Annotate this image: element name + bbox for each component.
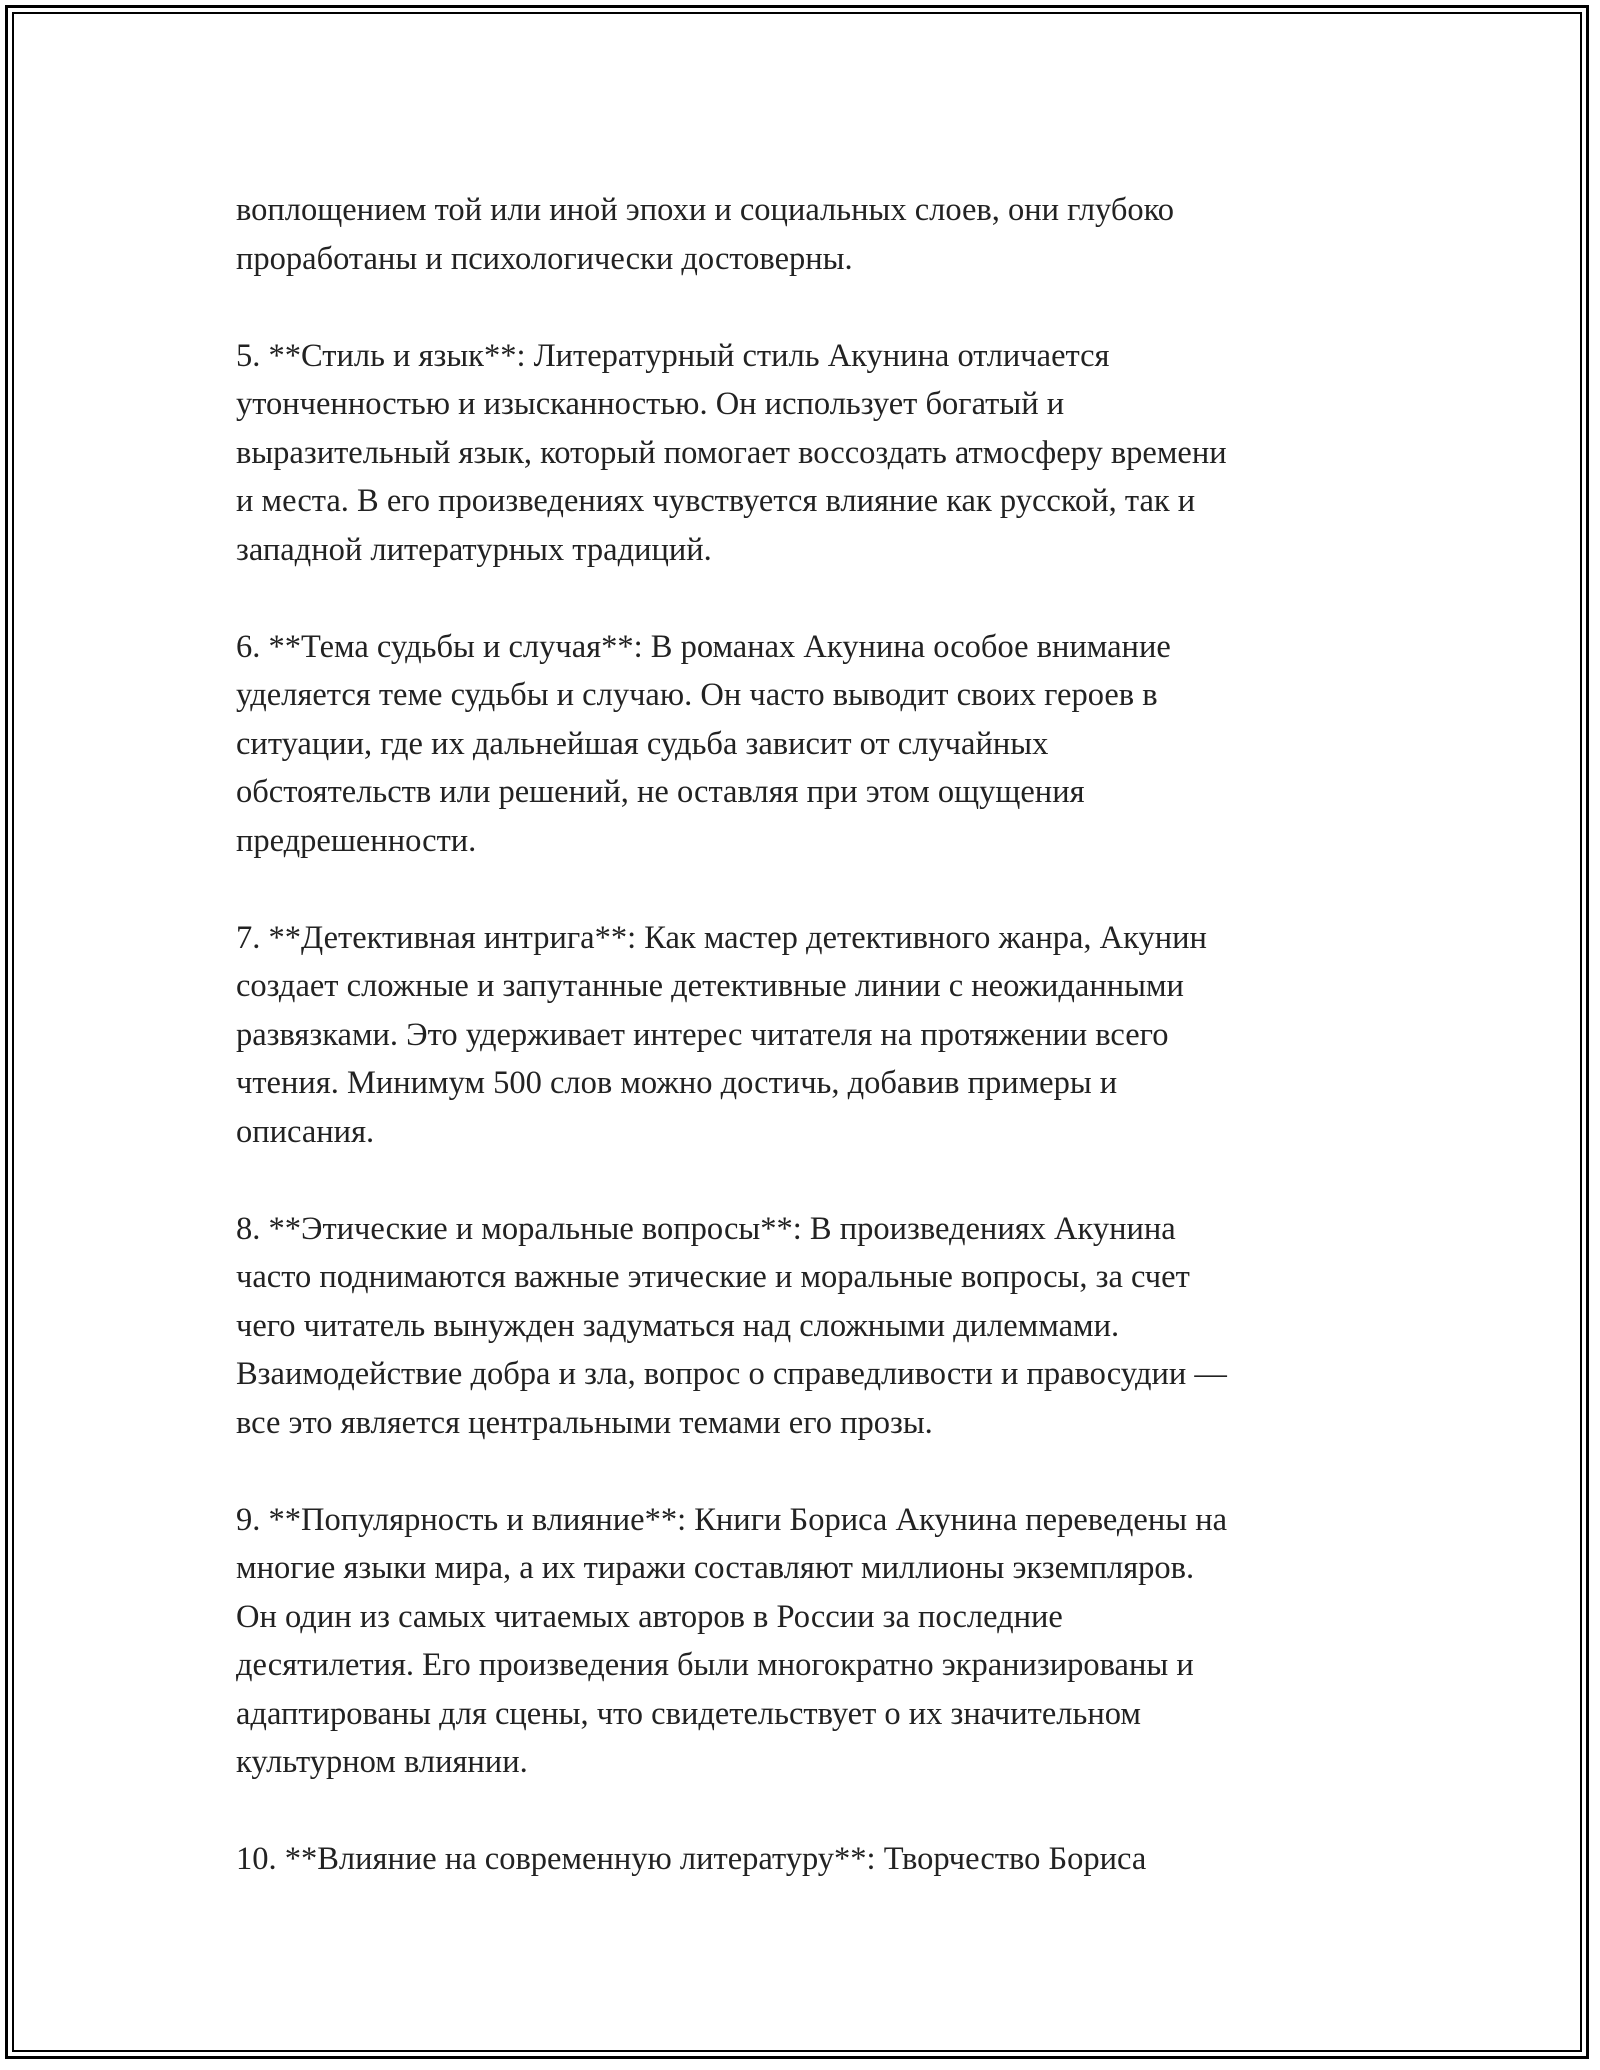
text-line: предрешенности. xyxy=(236,822,477,859)
text-line: создает сложные и запутанные детективные линии с неожиданными xyxy=(236,968,1184,1004)
paragraph-item-5 xyxy=(236,332,1376,575)
text-line: 5. **Стиль и язык**: Литературный стиль Акунина отличается xyxy=(236,337,1110,374)
text-line: и места. В его произведениях чувствуется влияние как русской, так и xyxy=(236,483,1196,519)
text-line: проработаны и психологически достоверны. xyxy=(236,240,853,277)
text-line: описания. xyxy=(236,1113,375,1150)
text-line: обстоятельств или решений, не оставляя при этом ощущения xyxy=(236,774,1085,810)
paragraph-continuation xyxy=(236,186,1376,283)
document-body xyxy=(236,186,1376,1932)
text-line: адаптированы для сцены, что свидетельствует о их значительном xyxy=(236,1695,1141,1732)
paragraph-item-9 xyxy=(236,1496,1376,1787)
text-line: чтения. Минимум 500 слов можно достичь, добавив примеры и xyxy=(236,1065,1118,1101)
text-line: 6. **Тема судьбы и случая**: В романах Акунина особое внимание xyxy=(236,628,1171,665)
text-line: многие языки мира, а их тиражи составляют миллионы экземпляров. xyxy=(236,1550,1195,1586)
text-line: развязками. Это удерживает интерес читателя на протяжении всего xyxy=(236,1016,1169,1053)
text-line: ситуации, где их дальнейшая судьба зависит от случайных xyxy=(236,725,1049,762)
text-line: Он один из самых читаемых авторов в России за последние xyxy=(236,1598,1063,1635)
paragraph-item-10 xyxy=(236,1835,1376,1884)
text-line: 8. **Этические и моральные вопросы**: В произведениях Акунина xyxy=(236,1210,1176,1247)
text-line: чего читатель вынужден задуматься над сложными дилеммами. xyxy=(236,1307,1120,1344)
paragraph-item-6 xyxy=(236,623,1376,866)
paragraph-item-7 xyxy=(236,914,1376,1157)
text-line: уделяется теме судьбы и случаю. Он часто выводит своих героев в xyxy=(236,677,1158,713)
text-line: культурном влиянии. xyxy=(236,1744,528,1780)
text-line: Взаимодействие добра и зла, вопрос о справедливости и правосудии — xyxy=(236,1356,1227,1392)
text-line: утонченностью и изысканностью. Он использует богатый и xyxy=(236,386,1065,422)
text-line: выразительный язык, который помогает воссоздать атмосферу времени xyxy=(236,434,1227,471)
text-line: западной литературных традиций. xyxy=(236,531,712,568)
text-line: 7. **Детективная интрига**: Как мастер детективного жанра, Акунин xyxy=(236,919,1207,956)
text-line: воплощением той или иной эпохи и социальных слоев, они глубоко xyxy=(236,192,1175,228)
paragraph-item-8 xyxy=(236,1205,1376,1448)
text-line: десятилетия. Его произведения были многократно экранизированы и xyxy=(236,1647,1194,1683)
text-line: 9. **Популярность и влияние**: Книги Бориса Акунина переведены на xyxy=(236,1501,1228,1538)
text-line: часто поднимаются важные этические и моральные вопросы, за счет xyxy=(236,1259,1190,1295)
text-line: все это является центральными темами его прозы. xyxy=(236,1404,933,1441)
text-line: 10. **Влияние на современную литературу**: Творчество Бориса xyxy=(236,1841,1147,1877)
